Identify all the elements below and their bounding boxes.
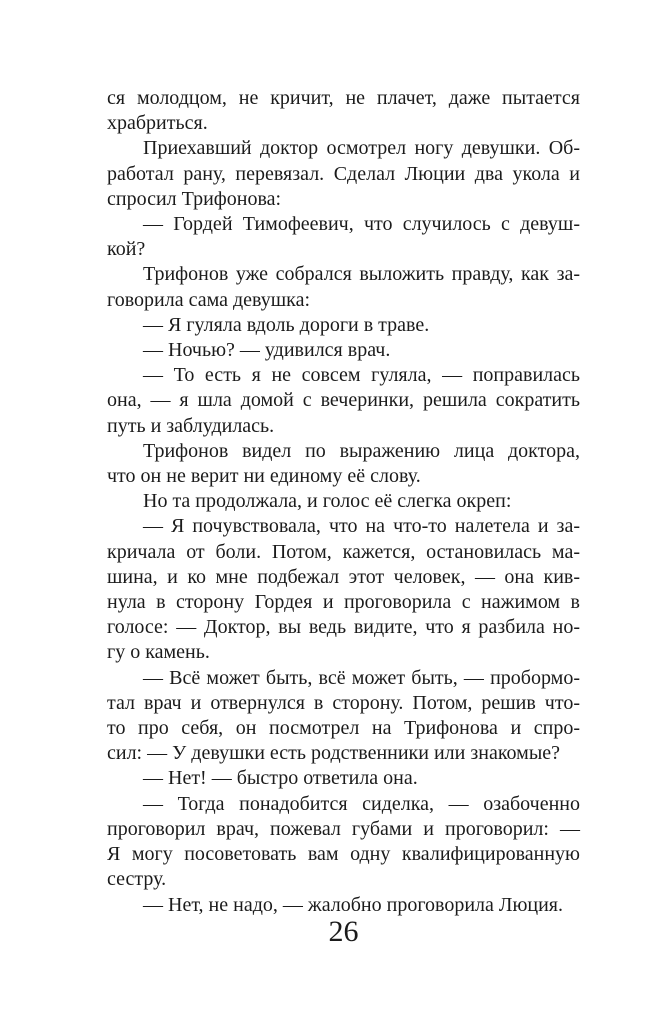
text-line: сил: — У девушки есть родственники или знакомые? xyxy=(107,742,561,765)
text-line: — Я гуляла вдоль дороги в траве. xyxy=(143,313,430,336)
text-line: — Гордей Тимофеевич, что случилось с девуш- xyxy=(143,213,580,236)
paragraph xyxy=(107,439,580,489)
paragraph xyxy=(107,86,580,136)
text-line: — Я почувствовала, что на что-то налетела и за- xyxy=(143,515,580,538)
text-line: она, — я шла домой с вечеринки, решила сократить xyxy=(107,389,580,412)
text-line: — То есть я не совсем гуляла, — поправилась xyxy=(143,364,580,387)
text-line: спросил Трифонова: xyxy=(107,187,282,210)
paragraph xyxy=(107,766,580,791)
paragraph xyxy=(107,363,580,439)
text-line: — Нет! — быстро ответила она. xyxy=(143,767,418,790)
text-line: храбриться. xyxy=(107,112,208,135)
paragraph xyxy=(107,212,580,262)
text-line: шина, и ко мне подбежал этот человек, — она кив- xyxy=(107,565,580,588)
paragraph xyxy=(107,489,580,514)
paragraph xyxy=(107,893,580,918)
text-line: нула в сторону Гордея и проговорила с нажимом в xyxy=(107,591,580,614)
text-line: Но та продолжала, и голос её слегка окреп: xyxy=(143,490,512,513)
text-line: — Всё может быть, всё может быть, — пробормо- xyxy=(143,666,580,689)
paragraph xyxy=(107,338,580,363)
paragraph xyxy=(107,666,580,767)
text-column xyxy=(107,86,580,918)
text-line: Я могу посоветовать вам одну квалифицированную xyxy=(107,843,580,866)
text-line: Приехавший доктор осмотрел ногу девушки. Об- xyxy=(143,137,580,160)
text-line: гу о камень. xyxy=(107,641,210,664)
text-line: — Нет, не надо, — жалобно проговорила Люция. xyxy=(143,893,564,916)
text-line: кричала от боли. Потом, кажется, остановилась ма- xyxy=(107,540,580,563)
text-line: кой? xyxy=(107,238,146,261)
text-line: — Тогда понадобится сиделка, — озабоченно xyxy=(143,792,580,815)
text-line: Трифонов видел по выражению лица доктора, xyxy=(143,439,580,462)
text-line: Трифонов уже собрался выложить правду, как за- xyxy=(143,263,580,286)
paragraph xyxy=(107,262,580,312)
text-line: — Ночью? — удивился врач. xyxy=(143,339,391,362)
page-number: 26 xyxy=(328,915,359,948)
text-line: то про себя, он посмотрел на Трифонова и спро- xyxy=(107,717,580,740)
paragraph xyxy=(107,792,580,893)
text-line: тал врач и отвернулся в сторону. Потом, решив что- xyxy=(107,691,580,714)
text-line: путь и заблудилась. xyxy=(107,414,275,437)
paragraph xyxy=(107,313,580,338)
paragraph xyxy=(107,514,580,665)
text-line: работал рану, перевязал. Сделал Люции два укола и xyxy=(107,162,580,185)
text-line: что он не верит ни единому её слову. xyxy=(107,465,421,488)
text-line: голосе: — Доктор, вы ведь видите, что я разбила но- xyxy=(107,616,580,639)
text-line: проговорил врач, пожевал губами и проговорил: — xyxy=(107,817,580,840)
text-line: ся молодцом, не кричит, не плачет, даже пытается xyxy=(107,87,580,109)
paragraph xyxy=(107,136,580,212)
text-line: сестру. xyxy=(107,868,167,891)
text-line: говорила сама девушка: xyxy=(107,288,311,311)
